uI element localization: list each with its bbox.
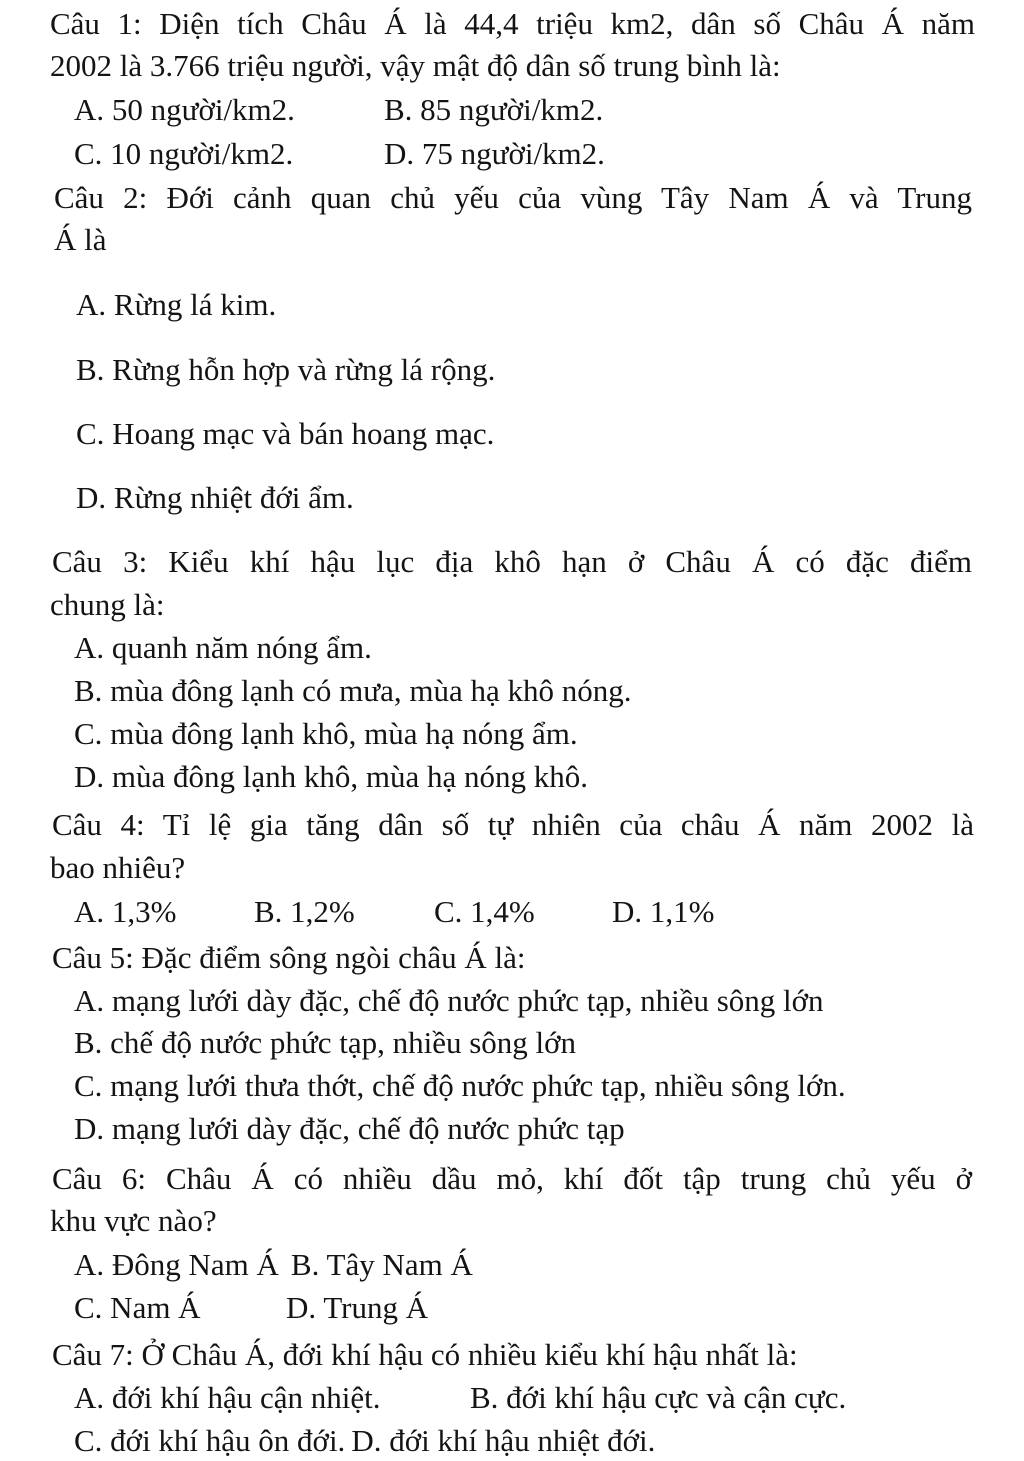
question-1-option-d: D. 75 người/km2. xyxy=(384,136,605,171)
question-1-option-c: C. 10 người/km2. xyxy=(74,136,294,171)
question-7-option-b: B. đới khí hậu cực và cận cực. xyxy=(470,1380,847,1415)
question-7-stem: Câu 7: Ở Châu Á, đới khí hậu có nhiều kiểu khí hậu nhất là: xyxy=(52,1337,798,1372)
question-4-stem-line-1: Câu 4: Tỉ lệ gia tăng dân số tự nhiên của châu Á năm 2002 là xyxy=(52,807,974,842)
question-5-option-a: A. mạng lưới dày đặc, chế độ nước phức tạp, nhiều sông lớn xyxy=(74,983,824,1018)
question-3-option-a: A. quanh năm nóng ẩm. xyxy=(74,630,372,665)
question-4-option-b: B. 1,2% xyxy=(254,894,355,929)
question-7-option-c: C. đới khí hậu ôn đới. xyxy=(74,1423,346,1458)
question-4-options-row xyxy=(74,891,714,932)
question-4-option-c: C. 1,4% xyxy=(434,894,535,929)
question-6-stem-line-2: khu vực nào? xyxy=(50,1203,217,1238)
question-2-option-b: B. Rừng hỗn hợp và rừng lá rộng. xyxy=(76,352,496,387)
question-5-option-b: B. chế độ nước phức tạp, nhiều sông lớn xyxy=(74,1025,577,1060)
question-6-option-a: A. Đông Nam Á xyxy=(74,1247,279,1282)
question-7-options-row-1 xyxy=(74,1377,846,1418)
question-3-stem-line-2: chung là: xyxy=(50,587,165,622)
question-6-options-row-2 xyxy=(74,1287,428,1328)
question-2-stem-line-2: Á là xyxy=(54,222,107,257)
question-3-option-c: C. mùa đông lạnh khô, mùa hạ nóng ẩm. xyxy=(74,716,578,751)
question-6-stem-line-1: Câu 6: Châu Á có nhiều dầu mỏ, khí đốt tập trung chủ yếu ở xyxy=(52,1161,972,1196)
question-1-option-b: B. 85 người/km2. xyxy=(384,92,604,127)
question-1-options-row-2 xyxy=(74,133,605,174)
question-6-option-b: B. Tây Nam Á xyxy=(290,1247,473,1282)
question-5-stem: Câu 5: Đặc điểm sông ngòi châu Á là: xyxy=(52,940,526,975)
question-2-option-d: D. Rừng nhiệt đới ẩm. xyxy=(76,480,354,515)
question-3-option-d: D. mùa đông lạnh khô, mùa hạ nóng khô. xyxy=(74,759,589,794)
question-2-stem-line-1: Câu 2: Đới cảnh quan chủ yếu của vùng Tây Nam Á và Trung xyxy=(54,180,972,215)
question-6-option-c: C. Nam Á xyxy=(74,1290,201,1325)
question-1-stem-line-1: Câu 1: Diện tích Châu Á là 44,4 triệu km2, dân số Châu Á năm xyxy=(50,6,975,41)
question-4-option-d: D. 1,1% xyxy=(612,894,715,929)
question-1-options-row-1 xyxy=(74,89,603,130)
question-5-option-d: D. mạng lưới dày đặc, chế độ nước phức tạp xyxy=(74,1111,625,1146)
question-1-option-a: A. 50 người/km2. xyxy=(74,92,295,127)
question-6-option-d: D. Trung Á xyxy=(286,1290,429,1325)
question-7-options-row-2 xyxy=(74,1420,655,1461)
question-4-option-a: A. 1,3% xyxy=(74,894,177,929)
question-7-option-d: D. đới khí hậu nhiệt đới. xyxy=(351,1423,656,1458)
question-5-option-c: C. mạng lưới thưa thớt, chế độ nước phức tạp, nhiều sông lớn. xyxy=(74,1068,846,1103)
question-3-stem-line-1: Câu 3: Kiểu khí hậu lục địa khô hạn ở Châu Á có đặc điểm xyxy=(52,544,972,579)
question-1-stem-line-2: 2002 là 3.766 triệu người, vậy mật độ dân số trung bình là: xyxy=(50,48,781,83)
question-6-options-row-1 xyxy=(74,1244,473,1285)
question-4-stem-line-2: bao nhiêu? xyxy=(50,850,186,885)
question-7-option-a: A. đới khí hậu cận nhiệt. xyxy=(74,1380,381,1415)
question-2-option-a: A. Rừng lá kim. xyxy=(76,287,277,322)
question-3-option-b: B. mùa đông lạnh có mưa, mùa hạ khô nóng. xyxy=(74,673,632,708)
question-2-option-c: C. Hoang mạc và bán hoang mạc. xyxy=(76,416,495,451)
